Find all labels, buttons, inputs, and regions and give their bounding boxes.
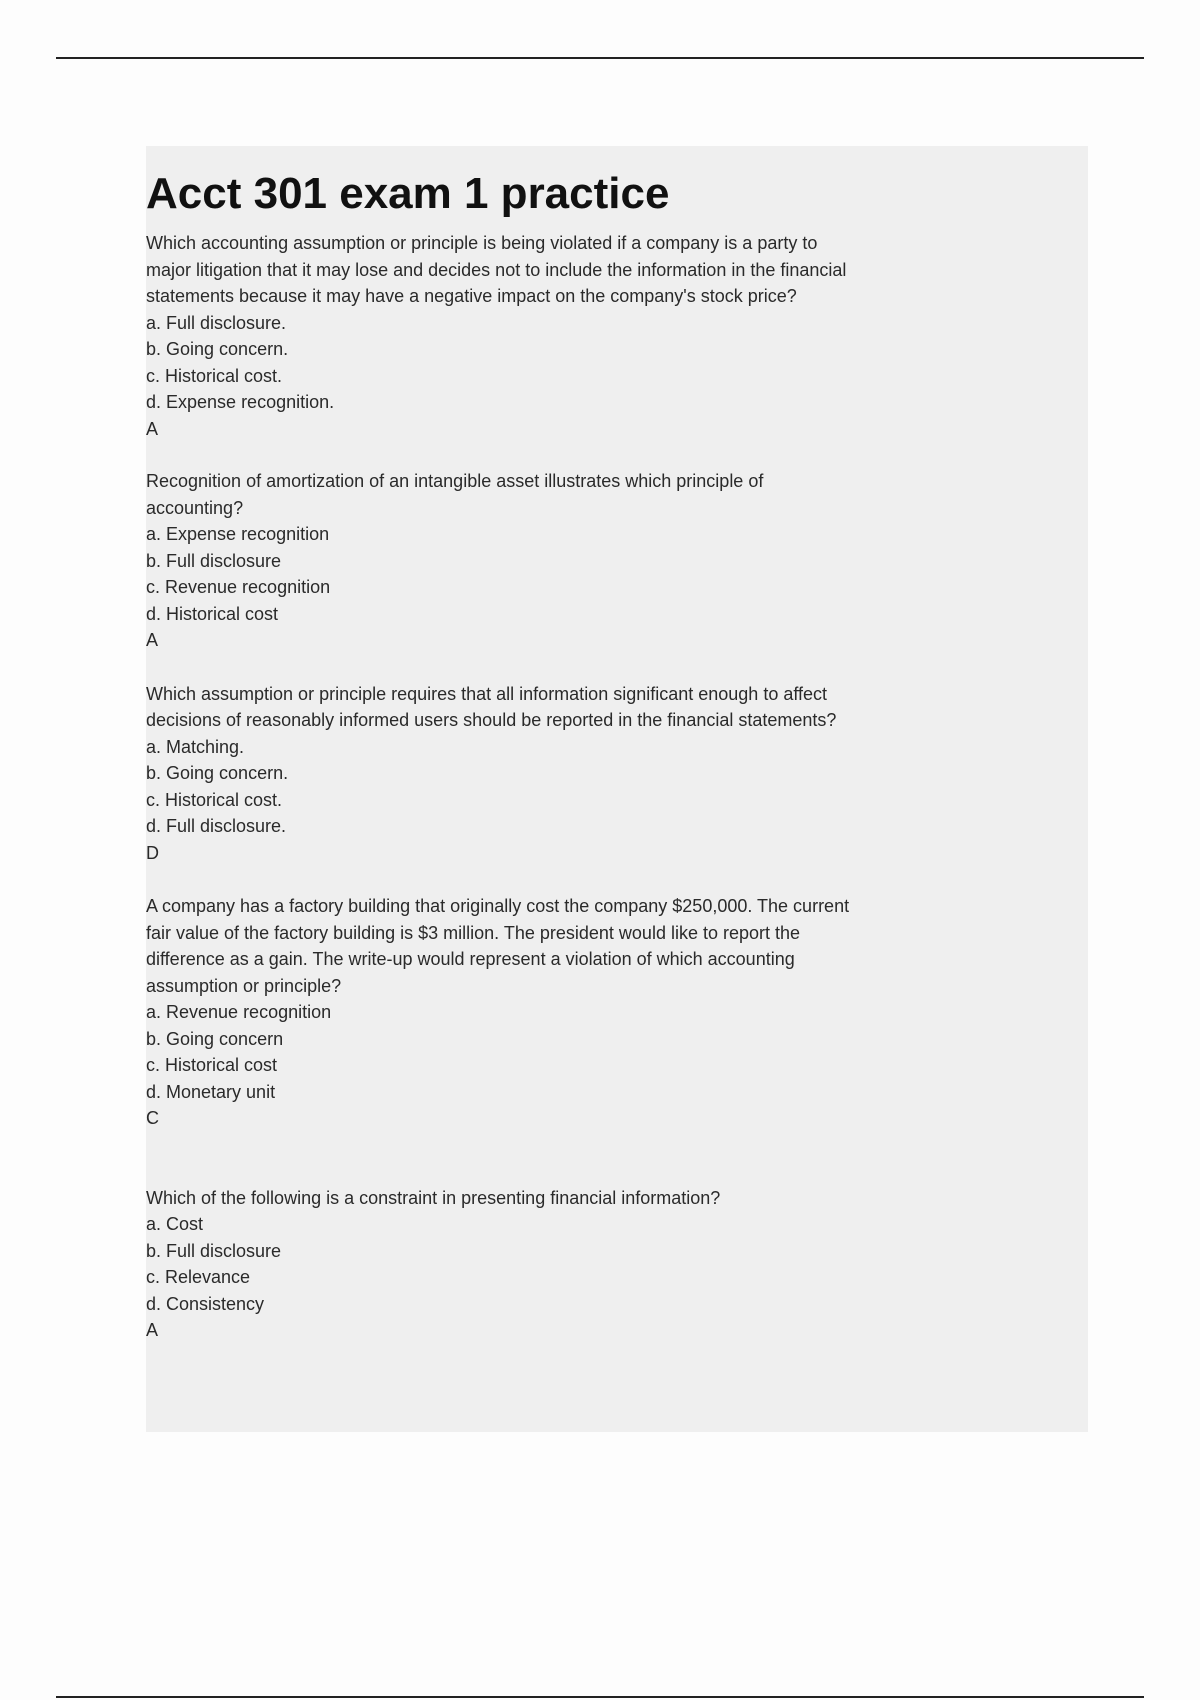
top-rule (56, 57, 1144, 59)
question-3-answer: D (146, 842, 159, 863)
question-5-option-d: d. Consistency (146, 1293, 265, 1314)
question-4-option-a: a. Revenue recognition (146, 1002, 332, 1022)
question-1-option-c: c. Historical cost. (146, 365, 283, 386)
question-3-option-c: c. Historical cost. (146, 789, 283, 810)
question-1-stem: Which accounting assumption or principle is being violated if a company is a party to major litigation that it may lose and decides not to include the information in the financial statements because it may have a negative impact on the company's stock price? (146, 233, 847, 306)
question-3-option-a: a. Matching. (146, 736, 245, 757)
question-3-option-b: b. Going concern. (146, 763, 289, 783)
question-5-options (146, 1211, 966, 1317)
question-5-stem: Which of the following is a constraint in presenting financial information? (146, 1187, 721, 1208)
bottom-rule (56, 1696, 1144, 1698)
question-5-answer: A (146, 1320, 159, 1340)
question-1-option-a: a. Full disclosure. (146, 312, 287, 333)
question-2-stem: Recognition of amortization of an intangible asset illustrates which principle of accounting? (146, 471, 764, 518)
question-4-answer: C (146, 1108, 159, 1128)
question-2-option-c: c. Revenue recognition (146, 577, 331, 597)
question-2-answer: A (146, 630, 159, 650)
question-3 (146, 681, 966, 867)
question-2 (146, 468, 966, 654)
question-1-answer: A (146, 418, 159, 439)
question-1-options (146, 310, 966, 416)
question-5-option-a: a. Cost (146, 1214, 204, 1234)
question-2-option-a: a. Expense recognition (146, 524, 330, 544)
question-1 (146, 230, 966, 442)
question-2-option-b: b. Full disclosure (146, 550, 282, 571)
question-5-option-b: b. Full disclosure (146, 1240, 282, 1261)
question-list (146, 230, 966, 1344)
question-1-option-b: b. Going concern. (146, 339, 289, 359)
question-5 (146, 1185, 966, 1344)
question-1-option-d: d. Expense recognition. (146, 392, 335, 412)
question-2-option-d: d. Historical cost (146, 603, 279, 624)
question-3-options (146, 734, 966, 840)
question-4-option-d: d. Monetary unit (146, 1081, 276, 1102)
question-3-stem: Which assumption or principle requires that all information significant enough to affect decisions of reasonably informed users should be reported in the financial statements? (146, 683, 837, 730)
question-4 (146, 893, 966, 1132)
question-3-option-d: d. Full disclosure. (146, 816, 287, 836)
page-title: Acct 301 exam 1 practice (146, 169, 670, 218)
question-4-option-c: c. Historical cost (146, 1055, 278, 1075)
question-5-option-c: c. Relevance (146, 1267, 251, 1287)
question-4-stem: A company has a factory building that originally cost the company $250,000. The current fair value of the factory building is $3 million. The president would like to report the difference as a gain. The write-up would represent a violation of which accounting assumption or principle? (146, 896, 850, 996)
question-4-options (146, 999, 966, 1105)
content-panel (146, 146, 1088, 1432)
question-4-option-b: b. Going concern (146, 1028, 284, 1049)
question-2-options (146, 521, 966, 627)
